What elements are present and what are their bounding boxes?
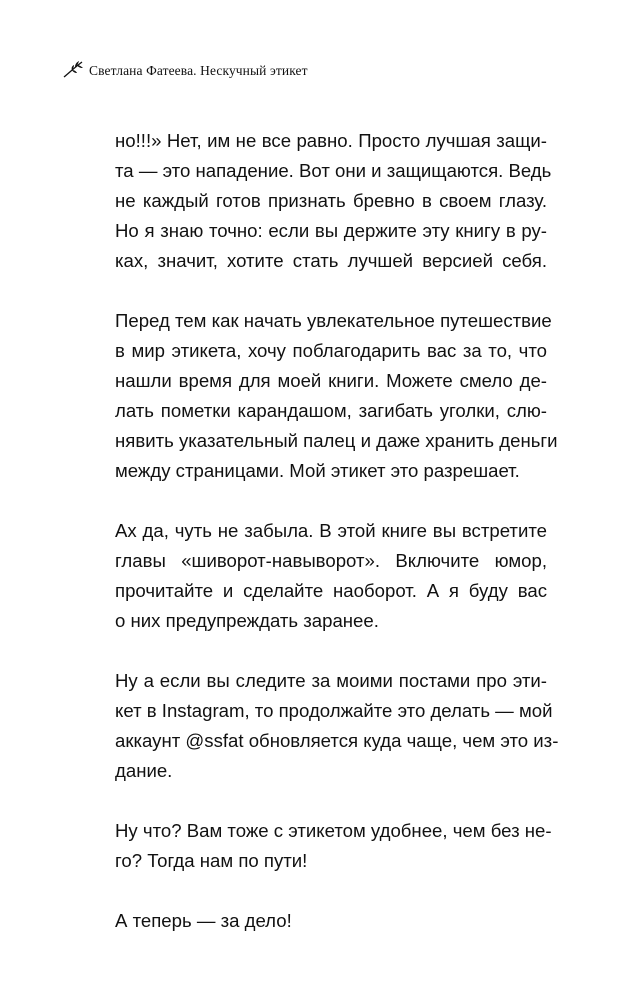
text-line: А теперь — за дело! [115, 910, 292, 931]
paragraph [115, 126, 552, 276]
text-line: прочитайте и сделайте наоборот. А я буду вас [115, 580, 547, 601]
text-line: нявить указательный палец и даже хранить деньги [115, 430, 558, 451]
text-line: не каждый готов признать бревно в своем глазу. [115, 190, 547, 211]
paragraph [115, 666, 559, 786]
running-head-title: Светлана Фатеева. Нескучный этикет [89, 63, 308, 78]
paragraph [115, 516, 547, 636]
text-line: Ах да, чуть не забыла. В этой книге вы встретите [115, 520, 547, 541]
page-body [115, 126, 559, 966]
running-head [62, 60, 308, 82]
text-line: та — это нападение. Вот они и защищаются. Ведь [115, 160, 552, 181]
text-line: между страницами. Мой этикет это разрешает. [115, 460, 520, 481]
paragraph [115, 906, 547, 936]
text-line: Ну а если вы следите за моими постами про эти- [115, 670, 547, 691]
text-line: дание. [115, 760, 173, 781]
paragraph [115, 306, 558, 486]
text-line: аккаунт @ssfat обновляется куда чаще, чем это из- [115, 730, 559, 751]
text-line: о них предупреждать заранее. [115, 610, 379, 631]
text-line: нашли время для моей книги. Можете смело де- [115, 370, 547, 391]
text-line: го? Тогда нам по пути! [115, 850, 308, 871]
text-line: лать пометки карандашом, загибать уголки, слю- [115, 400, 547, 421]
text-line: в мир этикета, хочу поблагодарить вас за то, что [115, 340, 547, 361]
paragraph [115, 816, 552, 876]
text-line: но!!!» Нет, им не все равно. Просто лучшая защи- [115, 130, 547, 151]
text-line: главы «шиворот-навыворот». Включите юмор, [115, 550, 547, 571]
text-line: Но я знаю точно: если вы держите эту книгу в ру- [115, 220, 547, 241]
text-line: Ну что? Вам тоже с этикетом удобнее, чем без не- [115, 820, 552, 841]
text-line: Перед тем как начать увлекательное путешествие [115, 310, 552, 331]
sprig-icon [62, 59, 89, 84]
text-line: ках, значит, хотите стать лучшей версией себя. [115, 250, 547, 271]
text-line: кет в Instagram, то продолжайте это делать — мой [115, 700, 553, 721]
